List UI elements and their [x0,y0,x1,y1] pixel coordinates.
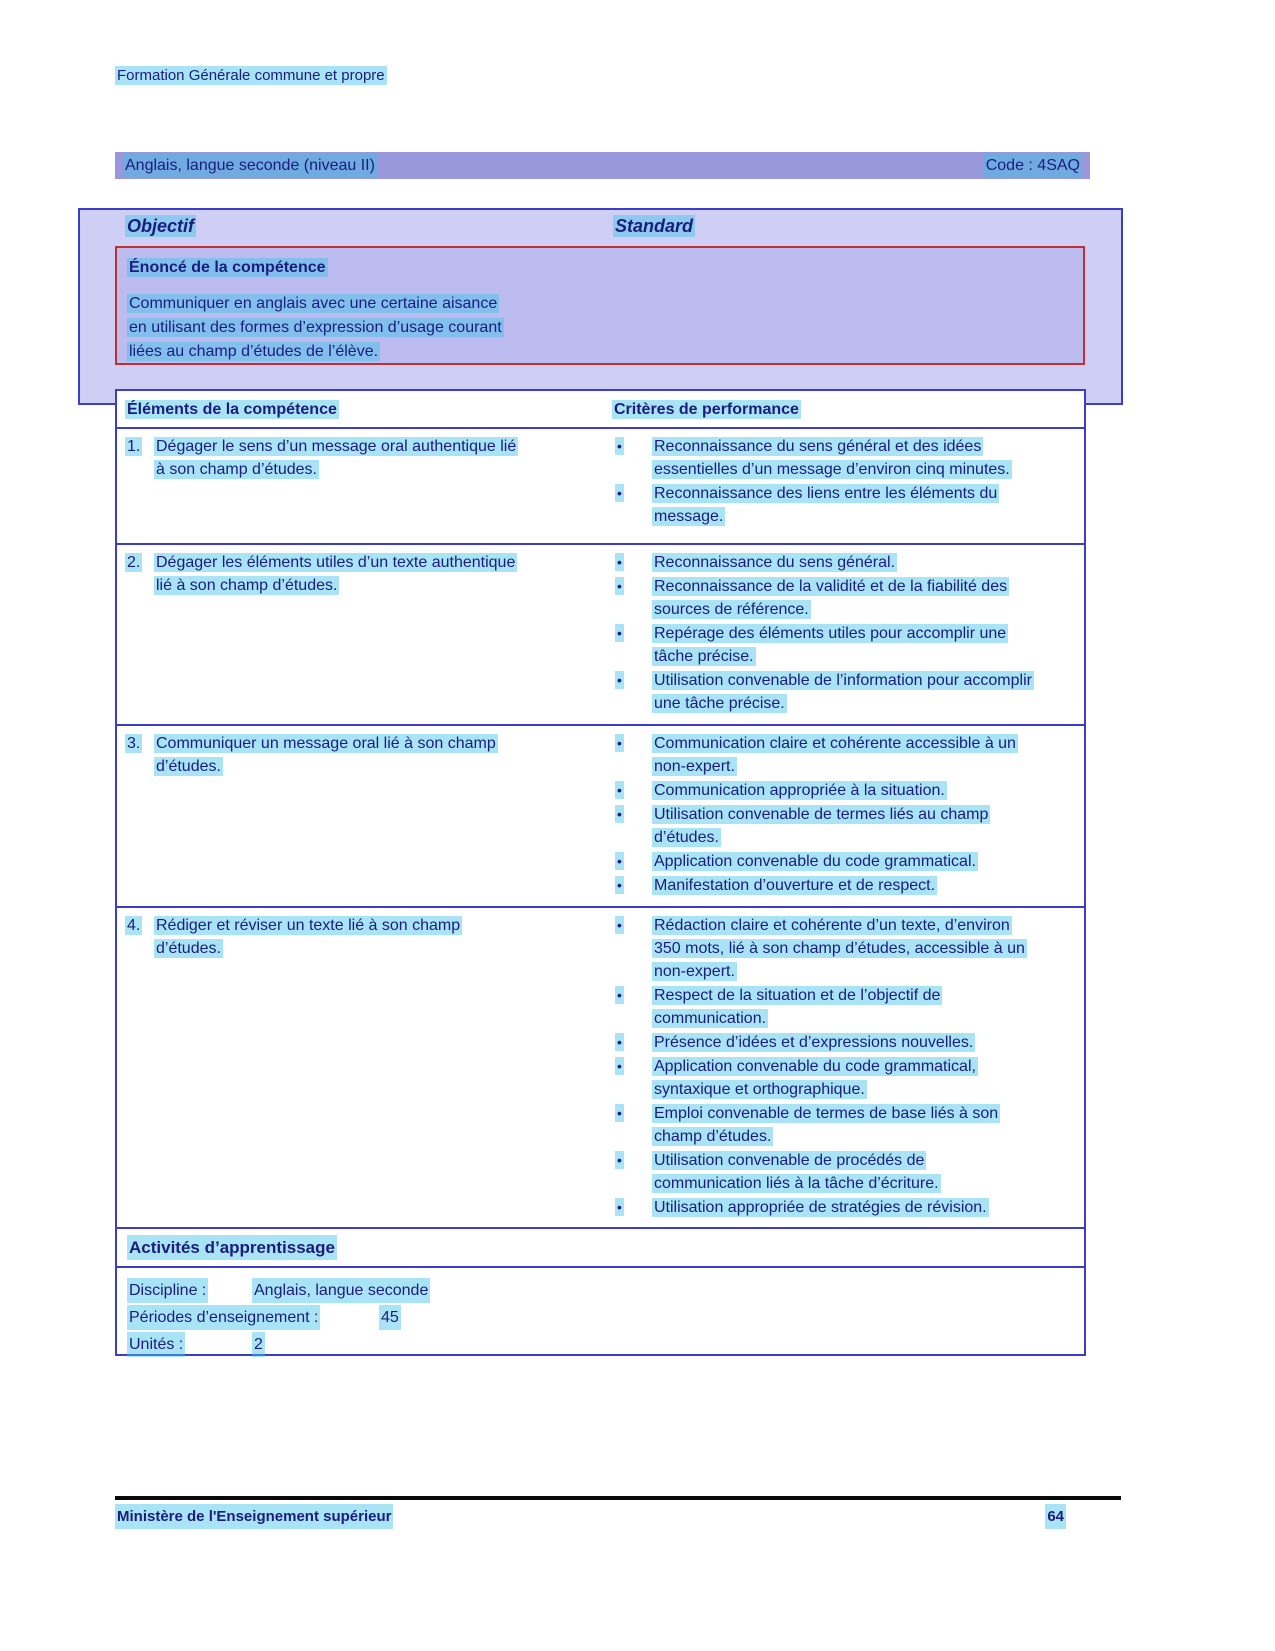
enonce-title [127,256,1073,279]
bullet-glyph: • [616,1058,622,1074]
criteria-item [612,1196,1084,1219]
criteria-text [652,1102,1032,1148]
criteria-text-content: Communication claire et cohérente accessible à un non-expert. [653,735,1016,775]
criteria-text [652,1055,1032,1101]
element-cell [117,914,601,1220]
criteria-item [612,914,1084,983]
criteria-text-content: Repérage des éléments utiles pour accomplir une tâche précise. [653,625,1007,665]
criteria-text-content: Utilisation appropriée de stratégies de révision. [653,1199,987,1216]
bullet-glyph: • [616,1199,622,1215]
criteria-text [652,914,1032,983]
footer-rule [115,1496,1121,1500]
bullet-icon [612,435,652,481]
element-number-text: 1. [127,438,141,455]
bullet-glyph: • [616,485,622,501]
bullet-icon [612,1102,652,1148]
criteria-text [652,803,1032,849]
enonce-line-3 [127,340,1073,364]
criteria-item [612,1102,1084,1148]
enonce-line-1 [127,292,1073,316]
element-text [154,551,524,716]
criteria-item [612,575,1084,621]
enonce-competence-box [115,246,1085,365]
bullet-icon [612,551,652,574]
bullet-glyph: • [616,1034,622,1050]
criteria-cell [601,551,1084,716]
criteria-text [652,850,978,873]
criteria-text-content: Application convenable du code grammatical. [653,853,976,870]
criteria-cell [601,435,1084,535]
element-text [154,914,524,1220]
element-number [125,732,154,898]
bullet-icon [612,1149,652,1195]
criteria-item [612,779,1084,802]
criteria-item [612,435,1084,481]
bullet-glyph: • [616,1152,622,1168]
criteria-text [652,669,1032,715]
elements-column-header [117,398,601,421]
enonce-paragraph [127,292,1073,364]
criteria-text-content: Emploi convenable de termes de base liés à son champ d’études. [653,1105,999,1145]
criteres-column-header [601,398,1084,421]
activity-value: 45 [379,1305,401,1330]
element-number-text: 3. [127,735,141,752]
criteria-text-content: Respect de la situation et de l’objectif de communication. [653,987,941,1027]
elements-column-header-text: Éléments de la compétence [127,400,337,418]
criteria-text [652,1031,975,1054]
bullet-glyph: • [616,782,622,798]
bullet-icon [612,984,652,1030]
element-number [125,551,154,716]
table-row-2 [117,545,1084,726]
course-title: Anglais, langue seconde (niveau II) [123,153,377,178]
element-text-content: Rédiger et réviser un texte lié à son champ d’études. [156,917,461,957]
activities-title-box [115,1227,1086,1268]
bullet-icon [612,803,652,849]
criteria-text-content: Utilisation convenable de termes liés au champ d’études. [653,806,989,846]
element-cell [117,435,601,535]
bullet-glyph: • [616,438,622,454]
criteria-text [652,622,1032,668]
enonce-line-3-text: liées au champ d’études de l’élève. [129,343,379,360]
bullet-glyph: • [616,672,622,688]
criteria-cell [601,914,1084,1220]
enonce-line-2 [127,316,1073,340]
criteres-column-header-text: Critères de performance [613,400,799,418]
objectif-heading [125,215,196,238]
activity-row-unites [117,1332,1084,1359]
bullet-glyph: • [616,877,622,893]
bullet-icon [612,779,652,802]
criteria-item [612,874,1084,897]
criteria-text-content: Utilisation convenable de procédés de communication liés à la tâche d’écriture. [653,1152,939,1192]
criteria-item [612,622,1084,668]
footer [115,1504,1121,1529]
criteria-text-content: Rédaction claire et cohérente d’un texte, d’environ 350 mots, lié à son champ d’études, accessible à un non-expert. [653,917,1025,980]
criteria-text [652,575,1032,621]
bullet-icon [612,874,652,897]
criteria-item [612,732,1084,778]
standard-heading [613,215,695,238]
element-text-content: Dégager le sens d’un message oral authentique lié à son champ d’études. [156,438,517,478]
criteria-item [612,669,1084,715]
criteria-item [612,803,1084,849]
element-number [125,435,154,535]
element-cell [117,551,601,716]
criteria-cell [601,732,1084,898]
criteria-text [652,1196,989,1219]
bullet-icon [612,1031,652,1054]
criteria-text [652,1149,1032,1195]
criteria-text [652,779,947,802]
criteria-item [612,1055,1084,1101]
bullet-glyph: • [616,1105,622,1121]
table-row-3 [117,726,1084,908]
activity-label: Unités : [127,1332,185,1357]
element-text-content: Communiquer un message oral lié à son champ d’études. [156,735,496,775]
criteria-text [652,435,1032,481]
enonce-title-text: Énoncé de la compétence [129,259,326,276]
bullet-icon [612,1196,652,1219]
criteria-text [652,732,1032,778]
activity-label: Périodes d’enseignement : [127,1305,320,1330]
criteria-item [612,482,1084,528]
table-header-row [117,391,1084,429]
bullet-icon [612,482,652,528]
bullet-icon [612,669,652,715]
course-title-bar [115,152,1090,179]
criteria-text-content: Reconnaissance des liens entre les éléments du message. [653,485,998,525]
criteria-text [652,482,1032,528]
criteria-item [612,1149,1084,1195]
bullet-icon [612,914,652,983]
bullet-icon [612,575,652,621]
activities-title: Activités d’apprentissage [127,1235,337,1260]
document-category-label [115,64,387,87]
bullet-glyph: • [616,806,622,822]
bullet-icon [612,622,652,668]
criteria-text-content: Reconnaissance du sens général et des idées essentielles d’un message d’environ cinq minutes. [653,438,1010,478]
element-text [154,435,524,535]
bullet-glyph: • [616,625,622,641]
activity-row-periodes [117,1305,1084,1332]
criteria-text-content: Reconnaissance du sens général. [653,554,896,571]
criteria-text-content: Utilisation convenable de l’information pour accomplir une tâche précise. [653,672,1032,712]
element-text [154,732,524,898]
element-number-text: 4. [127,917,141,934]
enonce-line-2-text: en utilisant des formes d’expression d’usage courant [129,319,502,336]
criteria-text-content: Manifestation d’ouverture et de respect. [653,877,936,894]
competence-table [115,389,1086,1230]
element-text-content: Dégager les éléments utiles d’un texte authentique lié à son champ d’études. [156,554,516,594]
activity-row-discipline [117,1278,1084,1305]
criteria-item [612,850,1084,873]
criteria-item [612,1031,1084,1054]
element-number-text: 2. [127,554,141,571]
enonce-line-1-text: Communiquer en anglais avec une certaine aisance [129,295,498,312]
criteria-item [612,551,1084,574]
criteria-text-content: Communication appropriée à la situation. [653,782,945,799]
activities-body-box [115,1266,1086,1356]
table-row-4 [117,908,1084,1228]
document-category-text: Formation Générale commune et propre [117,67,385,84]
criteria-text-content: Reconnaissance de la validité et de la fiabilité des sources de référence. [653,578,1008,618]
bullet-glyph: • [616,987,622,1003]
bullet-glyph: • [616,917,622,933]
bullet-icon [612,1055,652,1101]
criteria-text-content: Présence d’idées et d’expressions nouvelles. [653,1034,974,1051]
bullet-glyph: • [616,554,622,570]
bullet-icon [612,850,652,873]
objectif-heading-text: Objectif [127,216,195,236]
bullet-glyph: • [616,578,622,594]
activity-value: 2 [252,1332,265,1357]
criteria-text [652,874,937,897]
bullet-glyph: • [616,853,622,869]
activity-value: Anglais, langue seconde [252,1278,430,1303]
bullet-icon [612,732,652,778]
table-row-1 [117,429,1084,545]
page-number: 64 [1045,1504,1066,1529]
criteria-item [612,984,1084,1030]
activity-label: Discipline : [127,1278,208,1303]
footer-ministry: Ministère de l'Enseignement supérieur [115,1504,393,1529]
course-code: Code : 4SAQ [984,153,1082,178]
standard-heading-text: Standard [615,216,694,236]
criteria-text [652,551,897,574]
element-number [125,914,154,1220]
bullet-glyph: • [616,735,622,751]
criteria-text [652,984,1032,1030]
element-cell [117,732,601,898]
criteria-text-content: Application convenable du code grammatical, syntaxique et orthographique. [653,1058,976,1098]
